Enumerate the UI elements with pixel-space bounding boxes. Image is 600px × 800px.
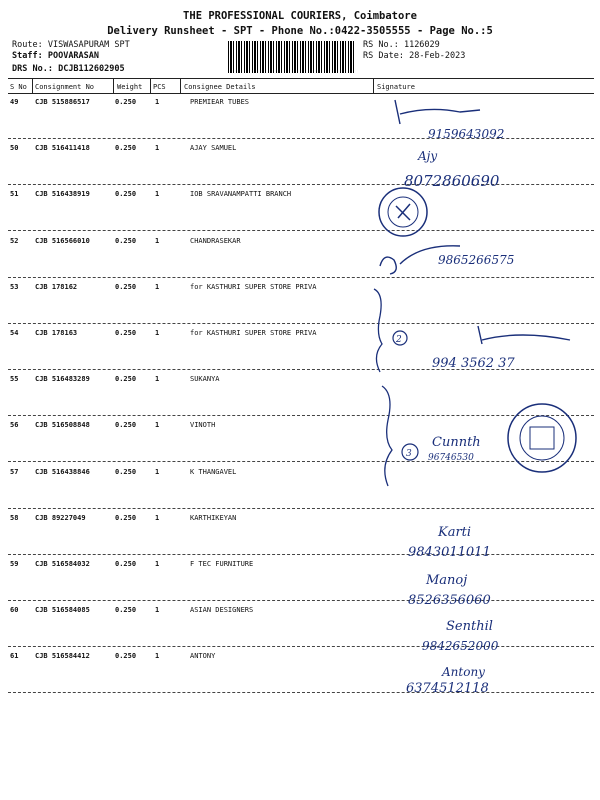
row-61-pcs: 1 — [155, 652, 160, 660]
row-59-cn: CJB 516584032 — [35, 560, 90, 568]
row-54-sno: 54 — [10, 329, 19, 337]
row-59-sno: 59 — [10, 560, 19, 568]
row-49-consignee: PREMIEAR TUBES — [190, 98, 250, 106]
row-54-pcs: 1 — [155, 329, 160, 337]
signature-58-phone: 9843011011 — [408, 545, 491, 560]
row-49-sno: 49 — [10, 98, 19, 106]
row-57-wt: 0.250 — [115, 468, 137, 476]
row-58-wt: 0.250 — [115, 514, 137, 522]
col-header-consignee: Consignee Details — [184, 83, 256, 91]
row-60-cn: CJB 516584085 — [35, 606, 90, 614]
row-53-sno: 53 — [10, 283, 19, 291]
route-line: Route: VISWASAPURAM SPT — [12, 40, 130, 50]
row-57-consignee: K THANGAVEL — [190, 468, 237, 476]
signature-60-phone: 9842652000 — [422, 639, 499, 653]
signature-59-name: Manoj — [426, 573, 468, 588]
row-57-pcs: 1 — [155, 468, 160, 476]
company-title: THE PROFESSIONAL COURIERS, Coimbatore — [183, 10, 417, 22]
row-52-pcs: 1 — [155, 237, 160, 245]
signature-56-mark: 3 — [406, 449, 412, 459]
row-divider — [8, 415, 594, 416]
row-divider — [8, 600, 594, 601]
col-divider — [150, 78, 151, 93]
rs-date-line: RS Date: 28-Feb-2023 — [363, 51, 466, 61]
row-52-consignee: CHANDRASEKAR — [190, 237, 241, 245]
row-49-cn: CJB 515886517 — [35, 98, 90, 106]
row-57-cn: CJB 516438846 — [35, 468, 90, 476]
signature-60-name: Senthil — [446, 619, 493, 634]
header-top-rule — [8, 78, 594, 79]
row-59-consignee: F TEC FURNITURE — [190, 560, 254, 568]
row-58-pcs: 1 — [155, 514, 160, 522]
row-divider — [8, 554, 594, 555]
row-divider — [8, 369, 594, 370]
row-56-wt: 0.250 — [115, 421, 137, 429]
row-51-wt: 0.250 — [115, 190, 137, 198]
col-divider — [180, 78, 181, 93]
signature-49-phone: 9159643092 — [428, 127, 505, 141]
row-50-cn: CJB 516411418 — [35, 144, 90, 152]
row-52-sno: 52 — [10, 237, 19, 245]
row-divider — [8, 277, 594, 278]
header-bottom-rule — [8, 93, 594, 94]
signature-52-phone: 9865266575 — [438, 253, 515, 267]
row-60-consignee: ASIAN DESIGNERS — [190, 606, 254, 614]
row-53-wt: 0.250 — [115, 283, 137, 291]
row-60-pcs: 1 — [155, 606, 160, 614]
row-55-consignee: SUKANYA — [190, 375, 220, 383]
row-53-pcs: 1 — [155, 283, 160, 291]
row-49-wt: 0.250 — [115, 98, 137, 106]
row-55-pcs: 1 — [155, 375, 160, 383]
row-56-pcs: 1 — [155, 421, 160, 429]
signature-61-phone: 6374512118 — [406, 681, 489, 694]
table-end-rule — [8, 692, 594, 693]
row-50-wt: 0.250 — [115, 144, 137, 152]
row-54-wt: 0.250 — [115, 329, 137, 337]
barcode — [228, 41, 356, 73]
row-divider — [8, 138, 594, 139]
col-divider — [32, 78, 33, 93]
row-50-consignee: AJAY SAMUEL — [190, 144, 237, 152]
row-54-consignee: for KASTHURI SUPER STORE PRIVA — [190, 329, 317, 337]
drs-line: DRS No.: DCJB112602905 — [12, 64, 125, 74]
row-50-sno: 50 — [10, 144, 19, 152]
row-53-consignee: for KASTHURI SUPER STORE PRIVA — [190, 283, 317, 291]
row-53-cn: CJB 178162 — [35, 283, 78, 291]
col-header-weight: Weight — [117, 83, 143, 91]
col-divider — [373, 78, 374, 93]
row-58-cn: CJB 89227049 — [35, 514, 86, 522]
row-divider — [8, 230, 594, 231]
signature-54-mark: 2 — [396, 335, 402, 345]
col-header-pcs: PCS — [153, 83, 166, 91]
col-header-consignment: Consignment No — [35, 83, 95, 91]
row-50-pcs: 1 — [155, 144, 160, 152]
row-divider — [8, 184, 594, 185]
row-51-consignee: IOB SRAVANAMPATTI BRANCH — [190, 190, 292, 198]
row-51-sno: 51 — [10, 190, 19, 198]
row-56-cn: CJB 516508848 — [35, 421, 90, 429]
signature-56-name: Cunnth — [432, 435, 481, 450]
row-61-wt: 0.250 — [115, 652, 137, 660]
rs-no-line: RS No.: 1126029 — [363, 40, 440, 50]
signature-59-phone: 8526356060 — [408, 593, 491, 608]
col-header-signature: Signature — [377, 83, 415, 91]
row-55-cn: CJB 516483289 — [35, 375, 90, 383]
row-divider — [8, 646, 594, 647]
col-header-sno: S No — [10, 83, 27, 91]
row-55-wt: 0.250 — [115, 375, 137, 383]
row-54-cn: CJB 178163 — [35, 329, 78, 337]
runsheet-subtitle: Delivery Runsheet - SPT - Phone No.:0422-3505555 - Page No.:5 — [107, 25, 493, 37]
signature-58-name: Karti — [438, 525, 472, 540]
staff-line: Staff: POOVARASAN — [12, 51, 100, 61]
signature-56-phone: 96746530 — [428, 453, 474, 463]
row-61-sno: 61 — [10, 652, 19, 660]
row-divider — [8, 461, 594, 462]
row-58-sno: 58 — [10, 514, 19, 522]
row-56-sno: 56 — [10, 421, 19, 429]
row-60-wt: 0.250 — [115, 606, 137, 614]
row-49-pcs: 1 — [155, 98, 160, 106]
signature-50-phone: 8072860690 — [404, 172, 500, 190]
signature-50-name: Ajy — [418, 149, 438, 163]
row-58-consignee: KARTHIKEYAN — [190, 514, 237, 522]
row-61-consignee: ANTONY — [190, 652, 216, 660]
row-52-wt: 0.250 — [115, 237, 137, 245]
row-60-sno: 60 — [10, 606, 19, 614]
row-55-sno: 55 — [10, 375, 19, 383]
row-56-consignee: VINOTH — [190, 421, 216, 429]
row-divider — [8, 508, 594, 509]
row-52-cn: CJB 516566010 — [35, 237, 90, 245]
row-59-wt: 0.250 — [115, 560, 137, 568]
row-59-pcs: 1 — [155, 560, 160, 568]
row-57-sno: 57 — [10, 468, 19, 476]
iob-stamp-icon — [379, 188, 427, 236]
signature-61-name: Antony — [442, 665, 485, 679]
row-51-pcs: 1 — [155, 190, 160, 198]
col-divider — [113, 78, 114, 93]
row-61-cn: CJB 516584412 — [35, 652, 90, 660]
row-divider — [8, 323, 594, 324]
signature-54-phone: 994 3562 37 — [432, 356, 515, 371]
row-51-cn: CJB 516438919 — [35, 190, 90, 198]
